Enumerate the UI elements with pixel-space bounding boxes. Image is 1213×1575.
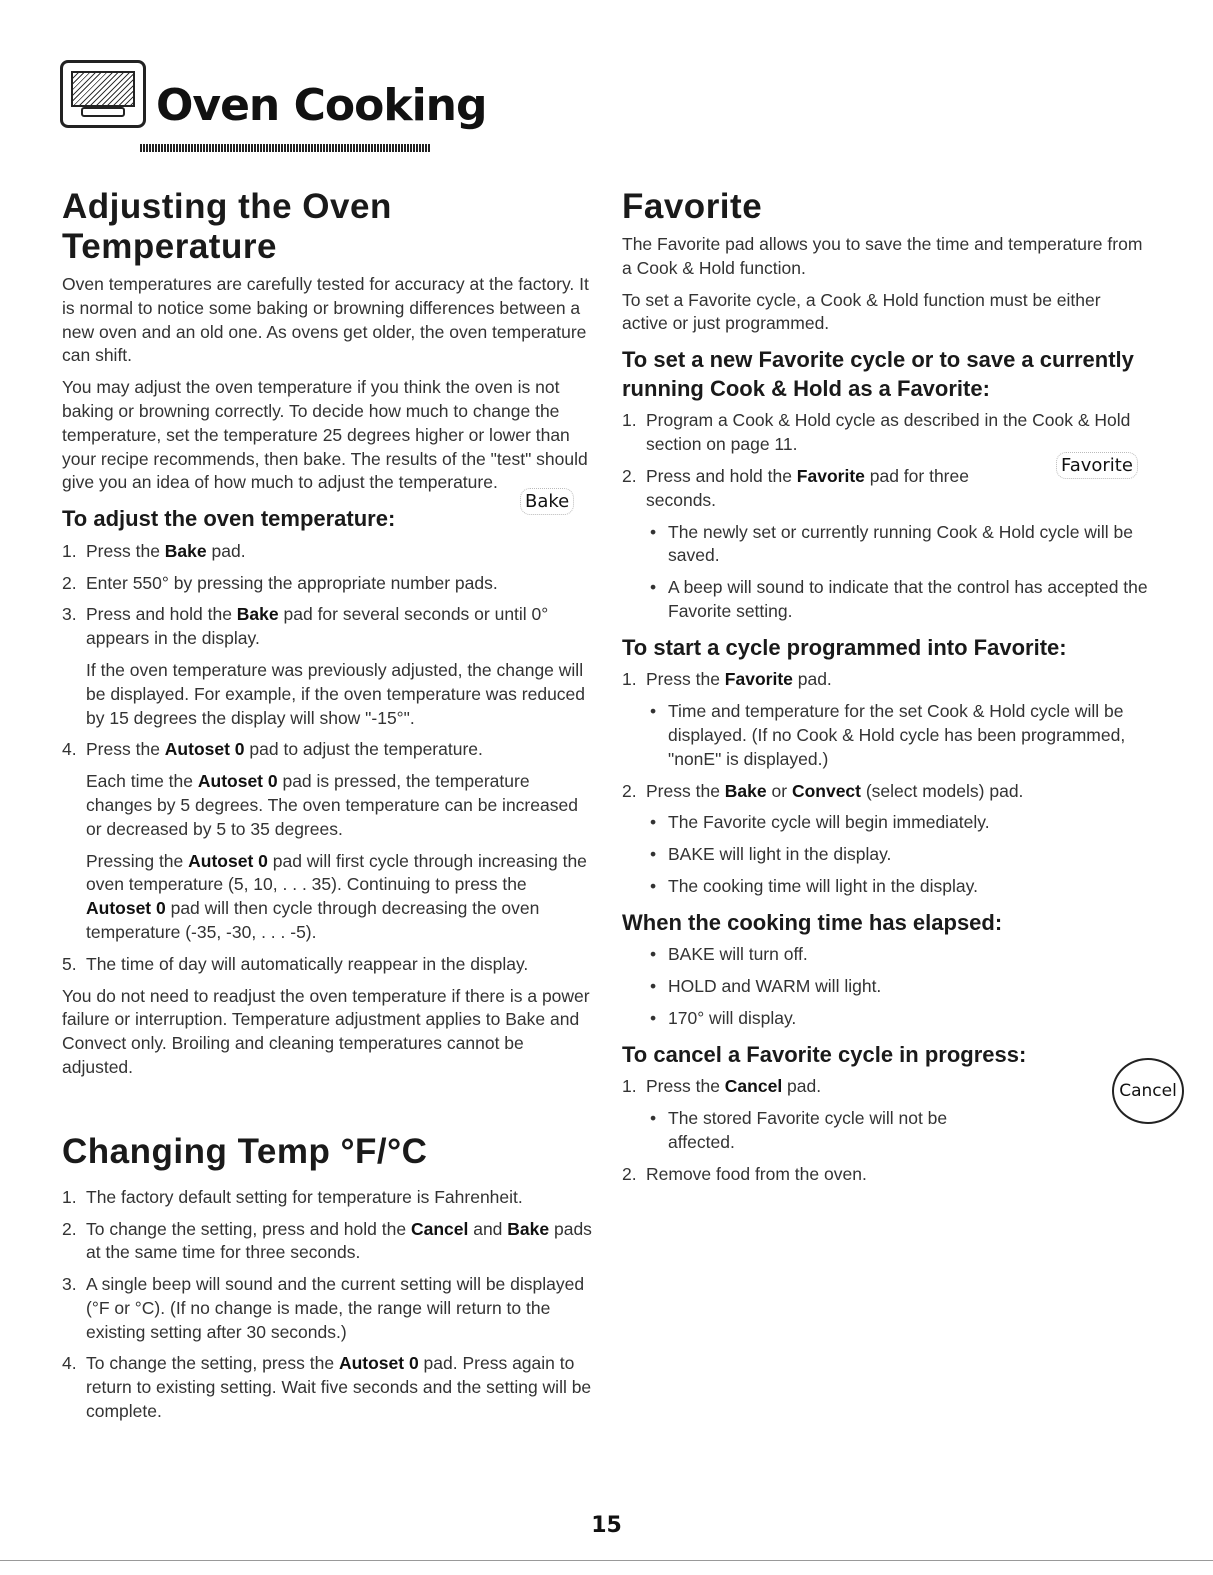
favorite-start-bullet-2: • The Favorite cycle will begin immediately.	[650, 812, 990, 833]
favorite-set-title: To set a new Favorite cycle or to save a currently running Cook & Hold as a Favorite:	[622, 347, 1134, 401]
favorite-elapsed-bullet-2: • HOLD and WARM will light.	[650, 976, 882, 997]
favorite-start-step-2: 2. Press the Bake or Convect (select models) pad.	[622, 780, 1024, 801]
favorite-cancel-step-1: 1. Press the Cancel pad.	[622, 1076, 822, 1097]
favorite-title: Favorite	[622, 187, 763, 226]
favorite-cancel-title: To cancel a Favorite cycle in progress:	[622, 1041, 1027, 1067]
footer-rule	[0, 1560, 1213, 1561]
adjust-step-2: 2. Enter 550° by pressing the appropriate number pads.	[62, 572, 498, 593]
favorite-start-bullet-1: • Time and temperature for the set Cook & Hold cycle will be displayed. (If no Cook & Hold cycle has been programmed, "nonE" is displayed.)	[650, 701, 1126, 769]
favorite-start-step-1: 1. Press the Favorite pad.	[622, 669, 832, 690]
adjust-step-5: 5. The time of day will automatically reappear in the display.	[62, 953, 529, 974]
favorite-elapsed-bullet-1: • BAKE will turn off.	[650, 944, 808, 965]
header-title: Oven Cooking	[156, 80, 487, 131]
adjust-subtitle: To adjust the oven temperature:	[62, 506, 396, 532]
cancel-pad-icon: Cancel	[1112, 1058, 1184, 1124]
adjust-step-4-note-2: Pressing the Autoset 0 pad will first cycle through increasing the oven temperature (5, 10, . . . 35). Continuing to press the Autoset 0 pad will then cycle through decreasing the oven temperature (-35, -30, . . . -5).	[86, 850, 587, 942]
right-column	[622, 187, 1150, 1194]
favorite-start-title: To start a cycle programmed into Favorite:	[622, 634, 1067, 660]
adjust-step-3-note: If the oven temperature was previously adjusted, the change will be displayed. For example, if the oven temperature was reduced by 15 degrees the display will show "-15°".	[86, 659, 586, 728]
favorite-start-bullet-3: • BAKE will light in the display.	[650, 844, 892, 865]
adjust-step-4-note-1: Each time the Autoset 0 pad is pressed, the temperature changes by 5 degrees. The oven temperature can be increased or decreased by 5 to 35 degrees.	[86, 771, 578, 839]
left-column	[62, 187, 592, 1432]
adjust-paragraph-1: Oven temperatures are carefully tested for accuracy at the factory. It is normal to notice some baking or browning differences between a new oven and an old one. As ovens get older, the oven temperature can shift.	[62, 274, 589, 366]
temp-step-3: 3. A single beep will sound and the current setting will be displayed (°F or °C). (If no change is made, the range will return to the existing setting after 30 seconds.)	[62, 1274, 585, 1342]
page-number: 15	[591, 1513, 622, 1538]
adjust-step-4: 4. Press the Autoset 0 pad to adjust the temperature.	[62, 739, 483, 760]
adjust-paragraph-2: You may adjust the oven temperature if you think the oven is not baking or browning correctly. To decide how much to change the temperature, set the temperature 25 degrees higher or lower than your recipe recommends, then bake. The results of the "test" should give you an idea of how much to adjust the temperature.	[62, 377, 588, 493]
favorite-cancel-bullet-1: • The stored Favorite cycle will not be affected.	[650, 1108, 948, 1152]
favorite-set-bullet-2: • A beep will sound to indicate that the control has accepted the Favorite setting.	[650, 577, 1148, 621]
adjust-step-3: 3. Press and hold the Bake pad for several seconds or until 0° appears in the display.	[62, 604, 549, 649]
favorite-paragraph-1: The Favorite pad allows you to save the time and temperature from a Cook & Hold function.	[622, 234, 1143, 278]
favorite-cancel-step-2: 2. Remove food from the oven.	[622, 1163, 867, 1184]
adjust-paragraph-3: You do not need to readjust the oven temperature if there is a power failure or interruption. Temperature adjustment applies to Bake and Convect only. Broiling and cleaning temperatures cannot be adjusted.	[62, 985, 590, 1077]
temp-step-4: 4. To change the setting, press the Autoset 0 pad. Press again to return to existing setting. Wait five seconds and the setting will be complete.	[62, 1353, 592, 1422]
favorite-elapsed-title: When the cooking time has elapsed:	[622, 909, 1003, 935]
oven-icon	[60, 60, 146, 128]
favorite-elapsed-bullet-3: • 170° will display.	[650, 1007, 797, 1028]
temp-title: Changing Temp °F/°C	[62, 1131, 428, 1171]
adjust-step-1: 1. Press the Bake pad.	[62, 540, 246, 561]
header-rule	[140, 144, 430, 152]
favorite-paragraph-2: To set a Favorite cycle, a Cook & Hold function must be either active or just programmed.	[622, 289, 1101, 334]
adjust-title: Adjusting the Oven Temperature	[62, 187, 392, 266]
temp-step-2: 2. To change the setting, press and hold the Cancel and Bake pads at the same time for three seconds.	[62, 1218, 592, 1263]
favorite-set-step-2: 2. Press and hold the Favorite pad for three seconds.	[622, 465, 969, 510]
temp-step-1: 1. The factory default setting for temperature is Fahrenheit.	[62, 1186, 523, 1207]
bake-pad-icon: Bake	[520, 488, 574, 515]
page-header	[60, 60, 487, 131]
favorite-pad-icon: Favorite	[1056, 452, 1138, 479]
favorite-start-bullet-4: • The cooking time will light in the display.	[650, 875, 978, 896]
favorite-set-step-1: 1. Program a Cook & Hold cycle as described in the Cook & Hold section on page 11.	[622, 410, 1131, 455]
favorite-set-bullet-1: • The newly set or currently running Cook & Hold cycle will be saved.	[650, 521, 1133, 566]
